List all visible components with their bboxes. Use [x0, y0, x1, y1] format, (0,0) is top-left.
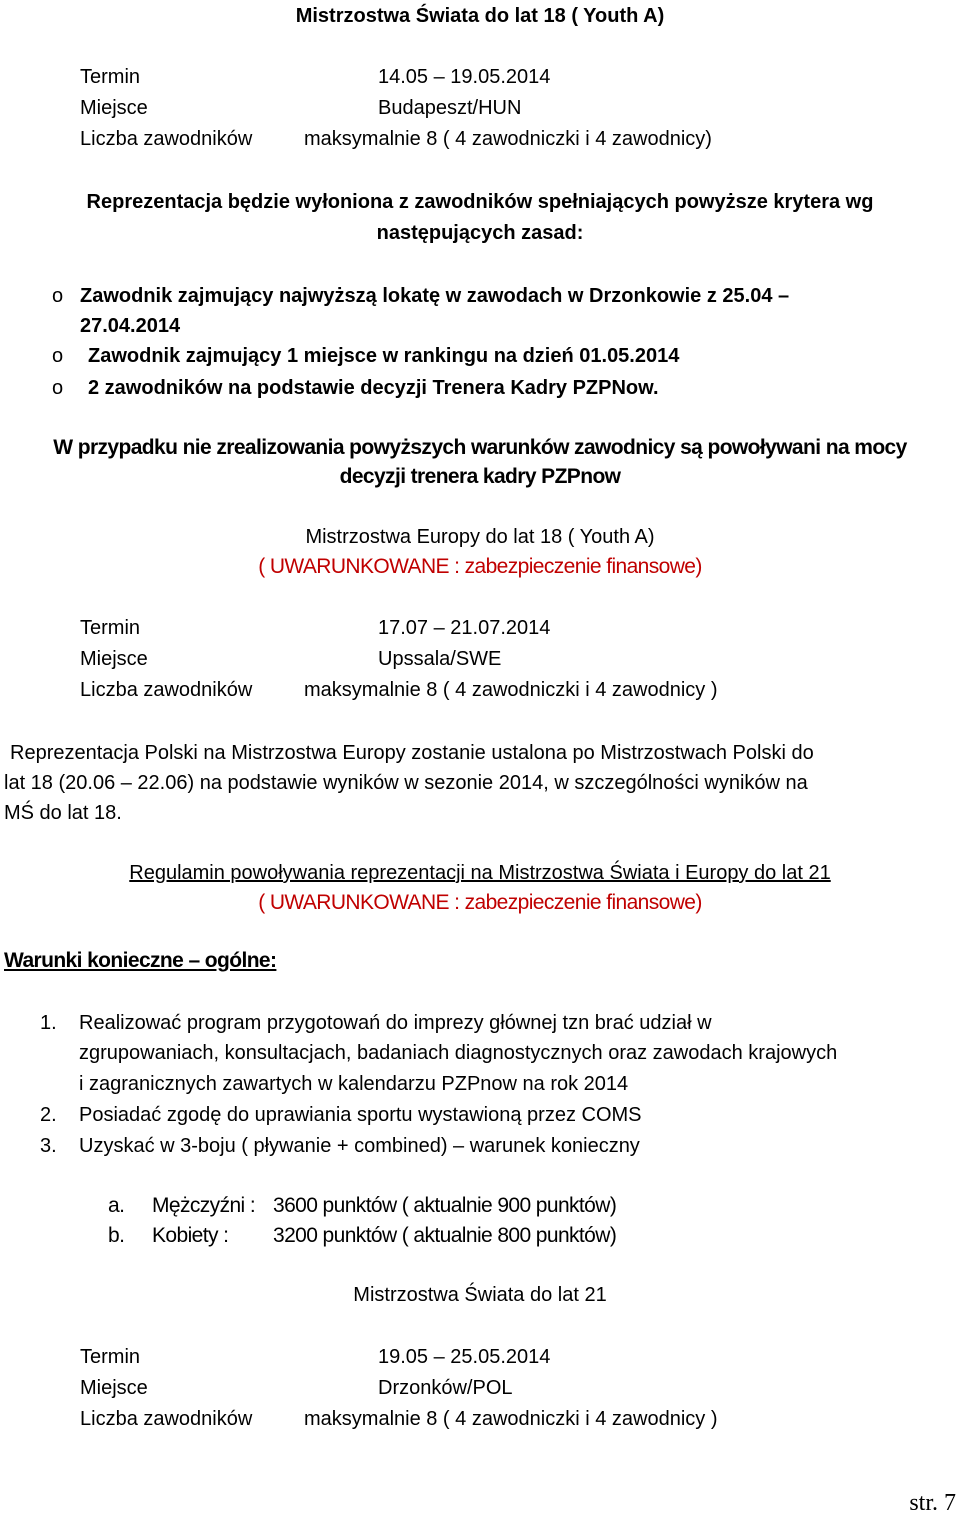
eu18-conditional: ( UWARUNKOWANE : zabezpieczenie finansowe) [258, 555, 702, 578]
reg21-sub-value: 3200 punktów ( aktualnie 800 punktów) [273, 1224, 617, 1247]
reg21-general-heading: Warunki konieczne – ogólne: [4, 949, 277, 972]
ws21-termin-label: Termin [80, 1346, 141, 1368]
reg21-item-1-line1: Realizować program przygotowań do imprezy głównej tzn brać udział w [79, 1012, 712, 1034]
reg21-sub-label: Kobiety : [152, 1224, 229, 1247]
ws18-miejsce-label: Miejsce [80, 97, 148, 119]
eu18-liczba-label: Liczba zawodników [80, 679, 253, 701]
eu18-para-line2: lat 18 (20.06 – 22.06) na podstawie wyników w sezonie 2014, w szczególności wyników na [4, 772, 808, 794]
ws21-miejsce-label: Miejsce [80, 1377, 148, 1399]
ws18-bullet-1: Zawodnik zajmujący najwyższą lokatę w zawodach w Drzonkowie z 25.04 – [80, 285, 790, 307]
eu18-miejsce-label: Miejsce [80, 648, 148, 670]
ws18-termin-label: Termin [80, 66, 141, 88]
ws18-termin-value: 14.05 – 19.05.2014 [378, 66, 551, 88]
reg21-item-number: 3. [40, 1135, 57, 1157]
eu18-title: Mistrzostwa Europy do lat 18 ( Youth A) [305, 526, 655, 548]
eu18-termin-label: Termin [80, 617, 141, 639]
ws21-liczba-label: Liczba zawodników [80, 1408, 253, 1430]
reg21-item-1-line2: zgrupowaniach, konsultacjach, badaniach diagnostycznych oraz zawodach krajowych [79, 1042, 838, 1064]
ws21-title: Mistrzostwa Świata do lat 21 [353, 1284, 607, 1306]
reg21-title: Regulamin powoływania reprezentacji na Mistrzostwa Świata i Europy do lat 21 [129, 862, 831, 884]
eu18-liczba-value: maksymalnie 8 ( 4 zawodniczki i 4 zawodnicy ) [304, 679, 718, 701]
reg21-item-number: 2. [40, 1104, 57, 1126]
eu18-termin-value: 17.07 – 21.07.2014 [378, 617, 551, 639]
reg21-item-1-line3: i zagranicznych zawartych w kalendarzu PZPnow na rok 2014 [79, 1073, 629, 1095]
ws18-bullet-1-cont: 27.04.2014 [80, 315, 181, 337]
ws18-bullet-2: Zawodnik zajmujący 1 miejsce w rankingu na dzień 01.05.2014 [88, 345, 680, 367]
ws21-miejsce-value: Drzonków/POL [378, 1377, 513, 1399]
reg21-sub-letter: b. [108, 1224, 125, 1247]
reg21-sub-value: 3600 punktów ( aktualnie 900 punktów) [273, 1194, 617, 1217]
bullet-marker: o [52, 345, 64, 367]
ws18-note-line1: W przypadku nie zrealizowania powyższych warunków zawodnicy są powoływani na mocy [53, 436, 907, 459]
ws18-intro-line2: następujących zasad: [376, 222, 584, 244]
ws18-note-line2: decyzji trenera kadry PZPnow [339, 465, 621, 488]
eu18-para-line3: MŚ do lat 18. [4, 802, 122, 824]
bullet-marker: o [52, 377, 64, 399]
eu18-miejsce-value: Upssala/SWE [378, 648, 502, 670]
reg21-sub-label: Mężczyźni : [152, 1194, 256, 1217]
bullet-marker: o [52, 285, 64, 307]
reg21-item-2-line1: Posiadać zgodę do uprawiania sportu wystawioną przez COMS [79, 1104, 642, 1126]
reg21-conditional: ( UWARUNKOWANE : zabezpieczenie finansowe) [258, 891, 702, 914]
reg21-item-3-line1: Uzyskać w 3-boju ( pływanie + combined) – warunek konieczny [79, 1135, 640, 1157]
ws18-bullet-3: 2 zawodników na podstawie decyzji Trenera Kadry PZPNow. [88, 377, 659, 399]
ws21-termin-value: 19.05 – 25.05.2014 [378, 1346, 551, 1368]
reg21-item-number: 1. [40, 1012, 57, 1034]
ws18-miejsce-value: Budapeszt/HUN [378, 97, 522, 119]
ws18-liczba-label: Liczba zawodników [80, 128, 253, 150]
ws21-liczba-value: maksymalnie 8 ( 4 zawodniczki i 4 zawodnicy ) [304, 1408, 718, 1430]
reg21-sub-letter: a. [108, 1194, 125, 1217]
ws18-intro-line1: Reprezentacja będzie wyłoniona z zawodników spełniających powyższe krytera wg [86, 191, 874, 213]
ws18-liczba-value: maksymalnie 8 ( 4 zawodniczki i 4 zawodnicy) [304, 128, 712, 150]
eu18-para-line1: Reprezentacja Polski na Mistrzostwa Europy zostanie ustalona po Mistrzostwach Polski do [10, 742, 814, 764]
page-number: str. 7 [909, 1490, 956, 1516]
ws18-title: Mistrzostwa Świata do lat 18 ( Youth A) [295, 5, 665, 27]
